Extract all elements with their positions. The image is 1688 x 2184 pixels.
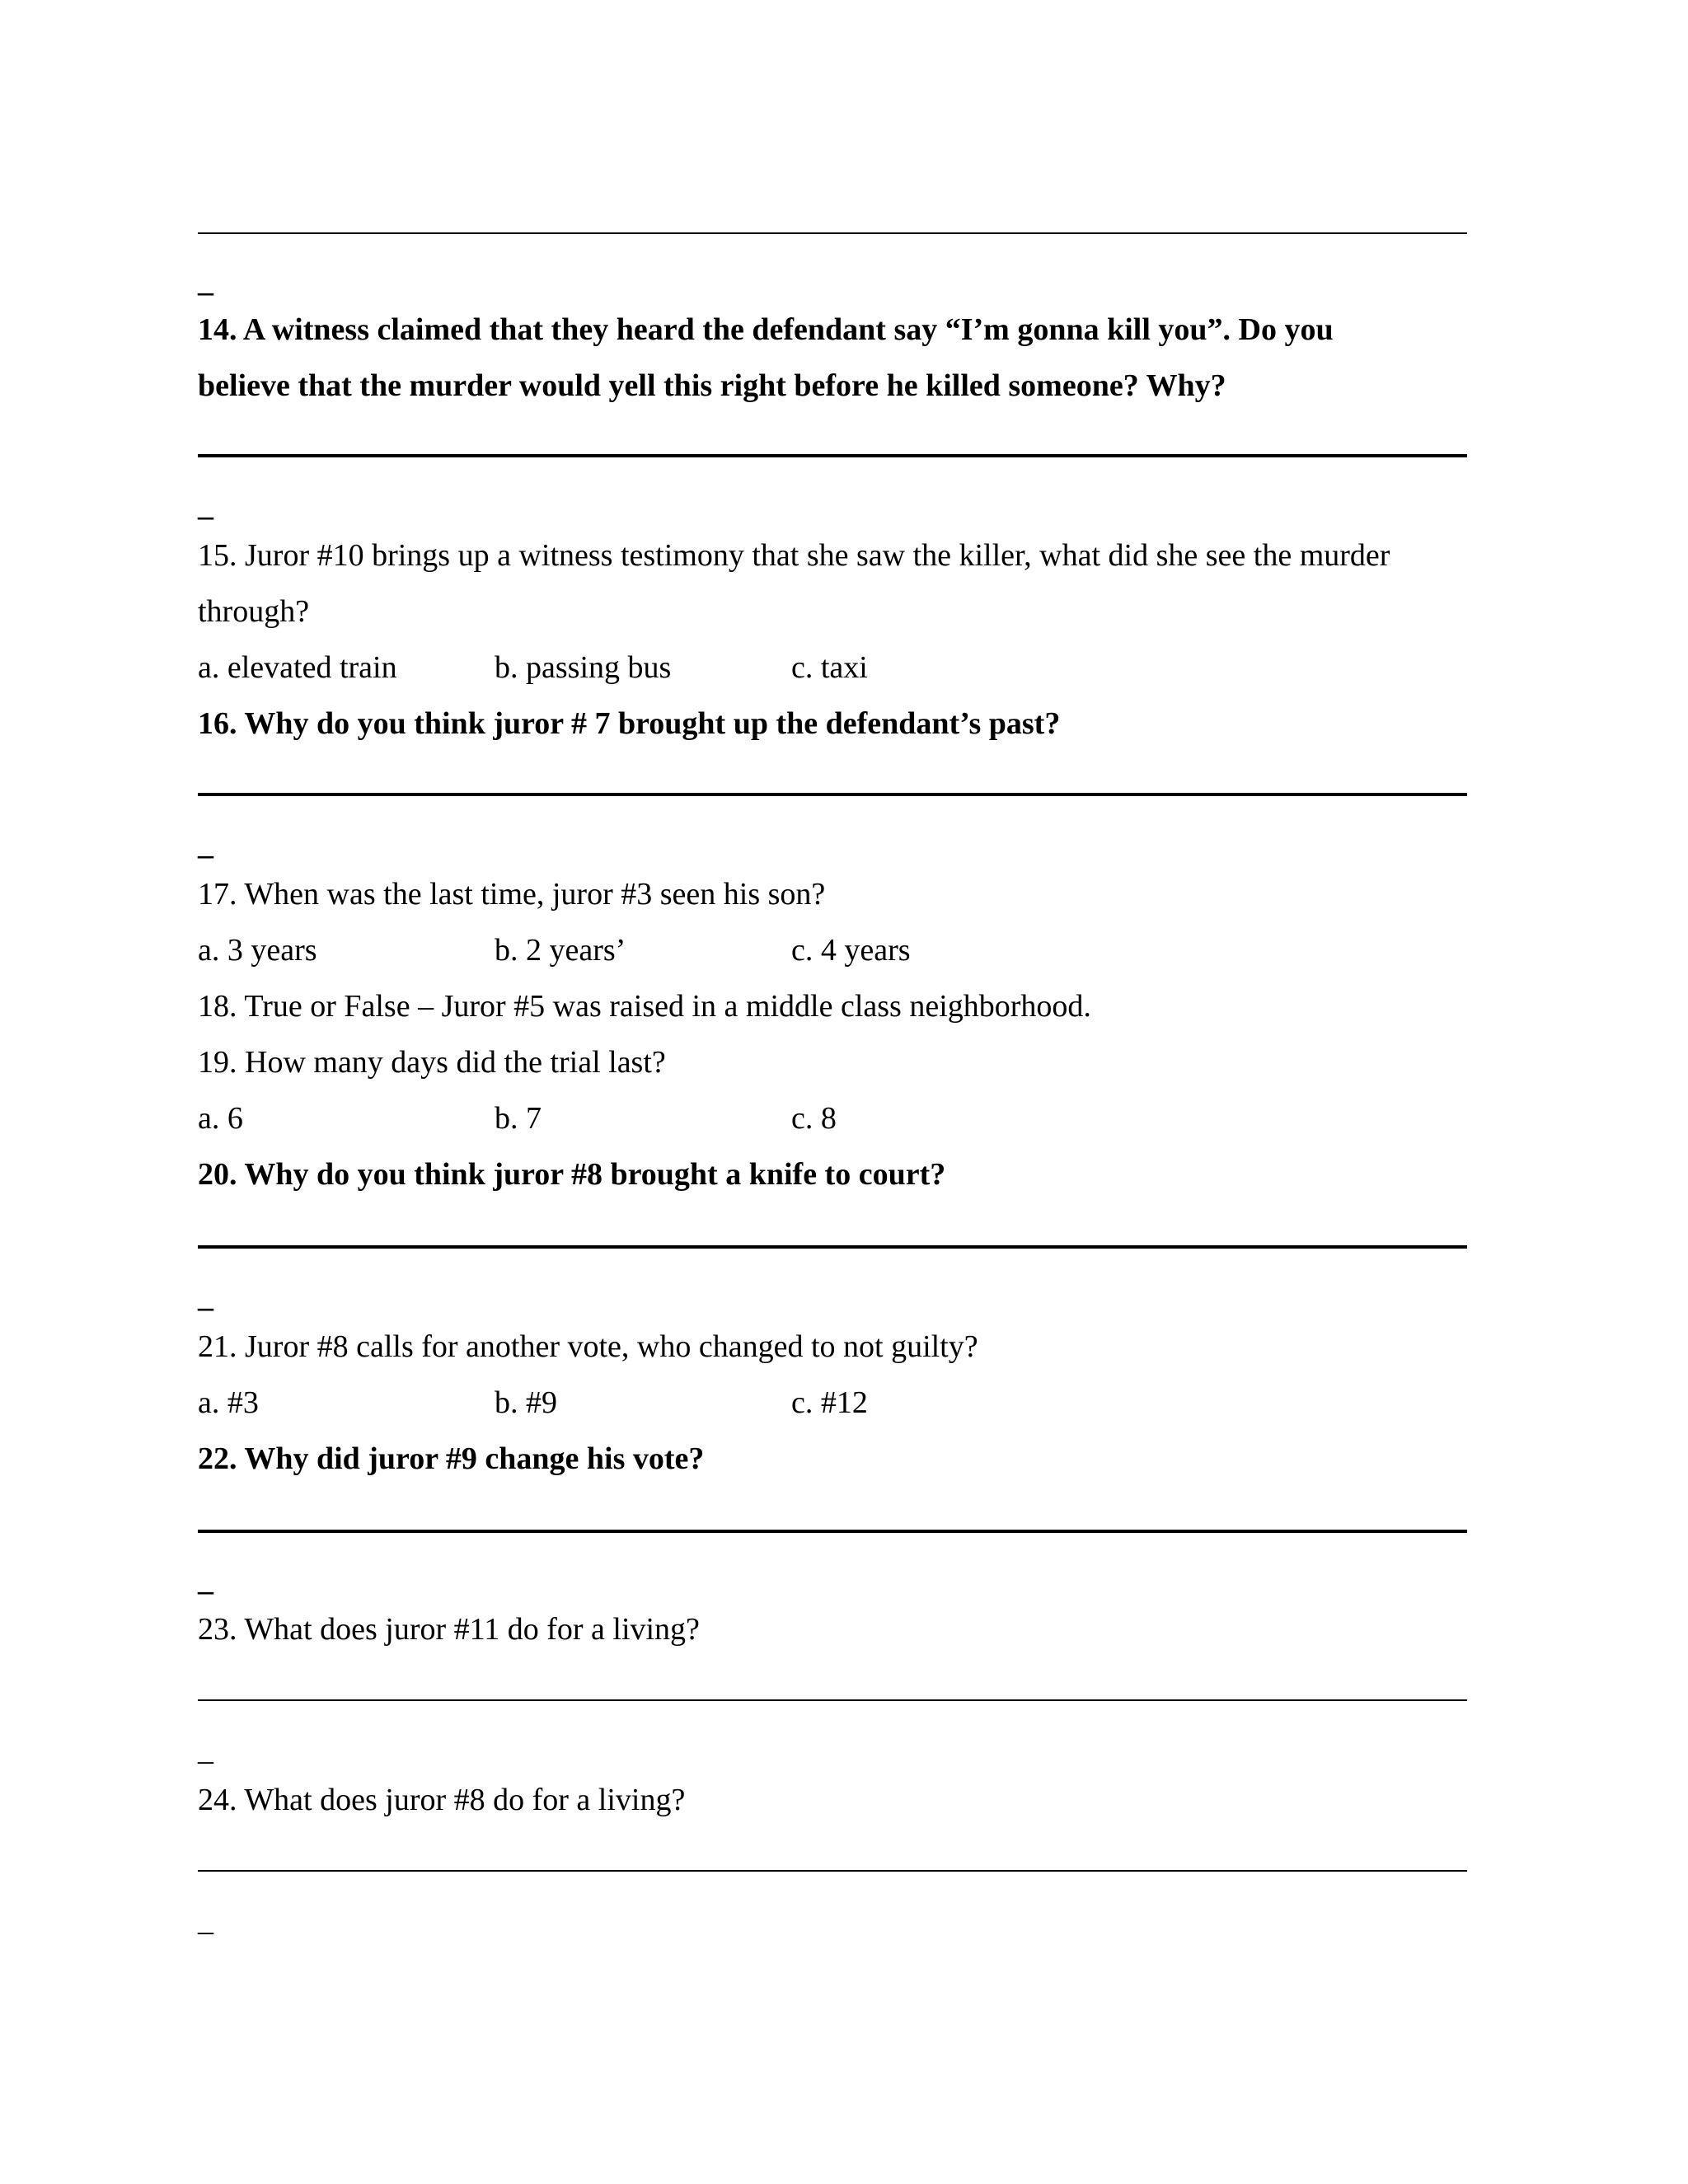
question-16: 16. Why do you think juror # 7 brought up the defendant’s past? (198, 706, 1061, 741)
answer-line-20[interactable] (198, 1245, 1467, 1249)
question-15-option-c[interactable]: c. taxi (791, 650, 868, 685)
answer-line-22-tail: _ (198, 1563, 213, 1597)
question-23: 23. What does juror #11 do for a living? (198, 1612, 700, 1647)
question-14-line-2: believe that the murder would yell this right before he killed someone? Why? (198, 368, 1226, 403)
question-21-option-a[interactable]: a. #3 (198, 1385, 259, 1420)
question-15-line-2: through? (198, 594, 310, 629)
answer-line-20-tail: _ (198, 1279, 213, 1314)
question-19-option-c[interactable]: c. 8 (791, 1101, 837, 1136)
question-19-option-b[interactable]: b. 7 (495, 1101, 542, 1136)
question-17-option-c[interactable]: c. 4 years (791, 933, 911, 968)
answer-line-22[interactable] (198, 1530, 1467, 1533)
answer-line-14-tail: _ (198, 488, 213, 523)
question-20: 20. Why do you think juror #8 brought a knife to court? (198, 1157, 946, 1192)
question-15-line-1: 15. Juror #10 brings up a witness testimony that she saw the killer, what did she see the murder (198, 538, 1390, 573)
question-21-option-c[interactable]: c. #12 (791, 1385, 868, 1420)
question-19-option-a[interactable]: a. 6 (198, 1101, 243, 1136)
question-17-option-b[interactable]: b. 2 years’ (495, 933, 626, 968)
question-21-option-b[interactable]: b. #9 (495, 1385, 557, 1420)
question-15-option-b[interactable]: b. passing bus (495, 650, 672, 685)
answer-line-tail: _ (198, 264, 213, 298)
question-24: 24. What does juror #8 do for a living? (198, 1783, 686, 1817)
question-14-line-1: 14. A witness claimed that they heard the defendant say “I’m gonna kill you”. Do you (198, 312, 1334, 347)
question-15-option-a[interactable]: a. elevated train (198, 650, 397, 685)
answer-line-16[interactable] (198, 793, 1467, 796)
question-22: 22. Why did juror #9 change his vote? (198, 1441, 705, 1476)
question-18: 18. True or False – Juror #5 was raised in a middle class neighborhood. (198, 989, 1091, 1024)
answer-line-24[interactable] (198, 1870, 1467, 1872)
answer-line-23[interactable] (198, 1699, 1467, 1701)
answer-line-24-tail: _ (198, 1903, 213, 1938)
answer-line-23-tail: _ (198, 1732, 213, 1767)
question-19: 19. How many days did the trial last? (198, 1045, 666, 1080)
answer-line (198, 232, 1467, 234)
answer-line-16-tail: _ (198, 827, 213, 861)
question-17: 17. When was the last time, juror #3 seen his son? (198, 877, 826, 912)
question-17-option-a[interactable]: a. 3 years (198, 933, 317, 968)
answer-line-14[interactable] (198, 454, 1467, 457)
question-21: 21. Juror #8 calls for another vote, who changed to not guilty? (198, 1329, 978, 1364)
